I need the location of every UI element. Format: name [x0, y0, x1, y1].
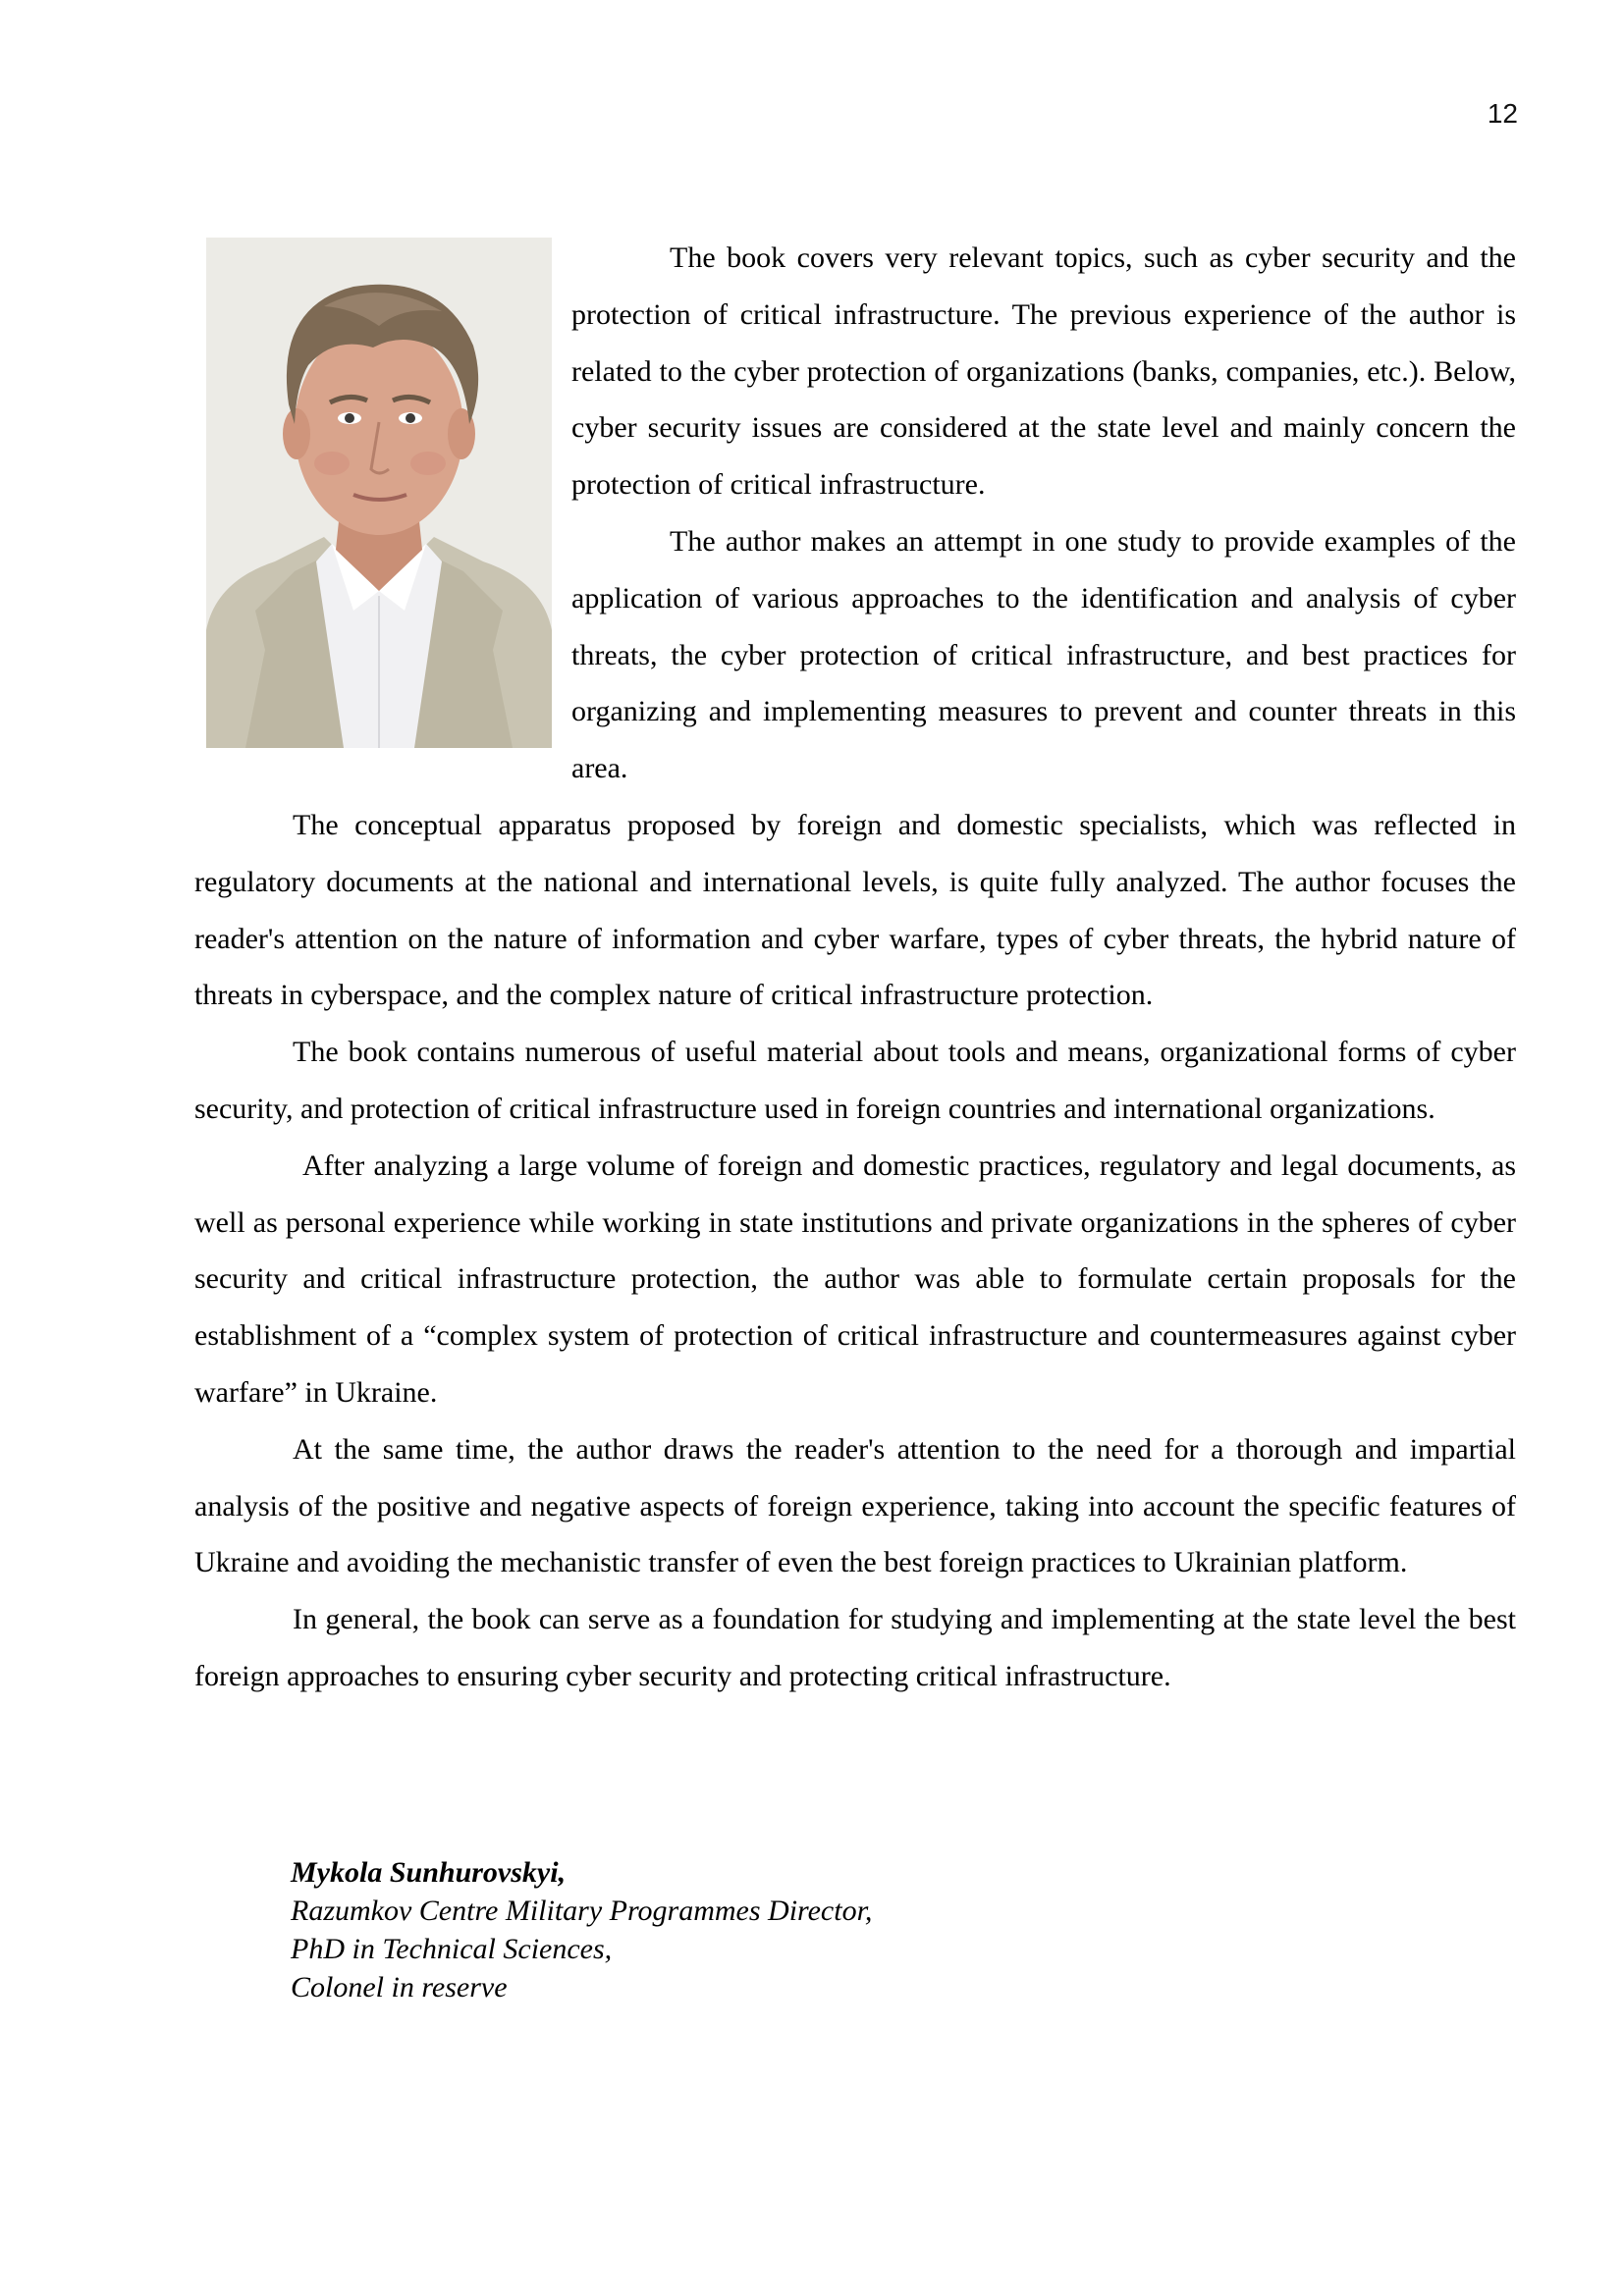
paragraph-4: The book contains numerous of useful material about tools and means, organizational forms of cyber security, and protection of critical infrastructure used in foreign countries and international organizations. — [194, 1036, 1516, 1125]
paragraph-5: After analyzing a large volume of foreign and domestic practices, regulatory and legal documents, as well as personal experience while working in state institutions and private organizations in the spheres of cyber security and critical infrastructure protection, the author was able to formulate certain proposals for the establishment of a “complex system of protection of critical infrastructure and countermeasures against cyber warfare” in Ukraine. — [194, 1148, 1516, 1409]
paragraph-2: The author makes an attempt in one study to provide examples of the application of various approaches to the identification and analysis of cyber threats, the cyber protection of critical infrastructure, and best practices for organizing and implementing measures to prevent and counter threats in this area. — [571, 524, 1516, 785]
signature-position: Razumkov Centre Military Programmes Director, — [291, 1895, 873, 1927]
foreword-body — [194, 230, 1516, 1705]
paragraph-7: In general, the book can serve as a foundation for studying and implementing at the state level the best foreign approaches to ensuring cyber security and protecting critical infrastructure. — [194, 1603, 1516, 1692]
author-portrait — [206, 238, 552, 748]
signature-name: Mykola Sunhurovskyi, — [291, 1856, 567, 1889]
signature-block — [291, 1853, 872, 2006]
paragraph-6: At the same time, the author draws the reader's attention to the need for a thorough and impartial analysis of the positive and negative aspects of foreign experience, taking into account the specific features of Ukraine and avoiding the mechanistic transfer of even the best foreign practices to Ukrainian platform. — [194, 1432, 1516, 1579]
paragraph-3: The conceptual apparatus proposed by foreign and domestic specialists, which was reflected in regulatory documents at the national and international levels, is quite fully analyzed. The author focuses the reader's attention on the nature of information and cyber warfare, types of cyber threats, the hybrid nature of threats in cyberspace, and the complex nature of critical infrastructure protection. — [194, 808, 1516, 1012]
signature-degree: PhD in Technical Sciences, — [291, 1933, 613, 1965]
signature-rank: Colonel in reserve — [291, 1971, 508, 2003]
page-number: 12 — [1487, 98, 1518, 129]
author-portrait-photo — [206, 238, 552, 748]
paragraph-1: The book covers very relevant topics, such as cyber security and the protection of critical infrastructure. The previous experience of the author is related to the cyber protection of organizations (banks, companies, etc.). Below, cyber security issues are considered at the state level and mainly concern the protection of critical infrastructure. — [571, 241, 1516, 502]
